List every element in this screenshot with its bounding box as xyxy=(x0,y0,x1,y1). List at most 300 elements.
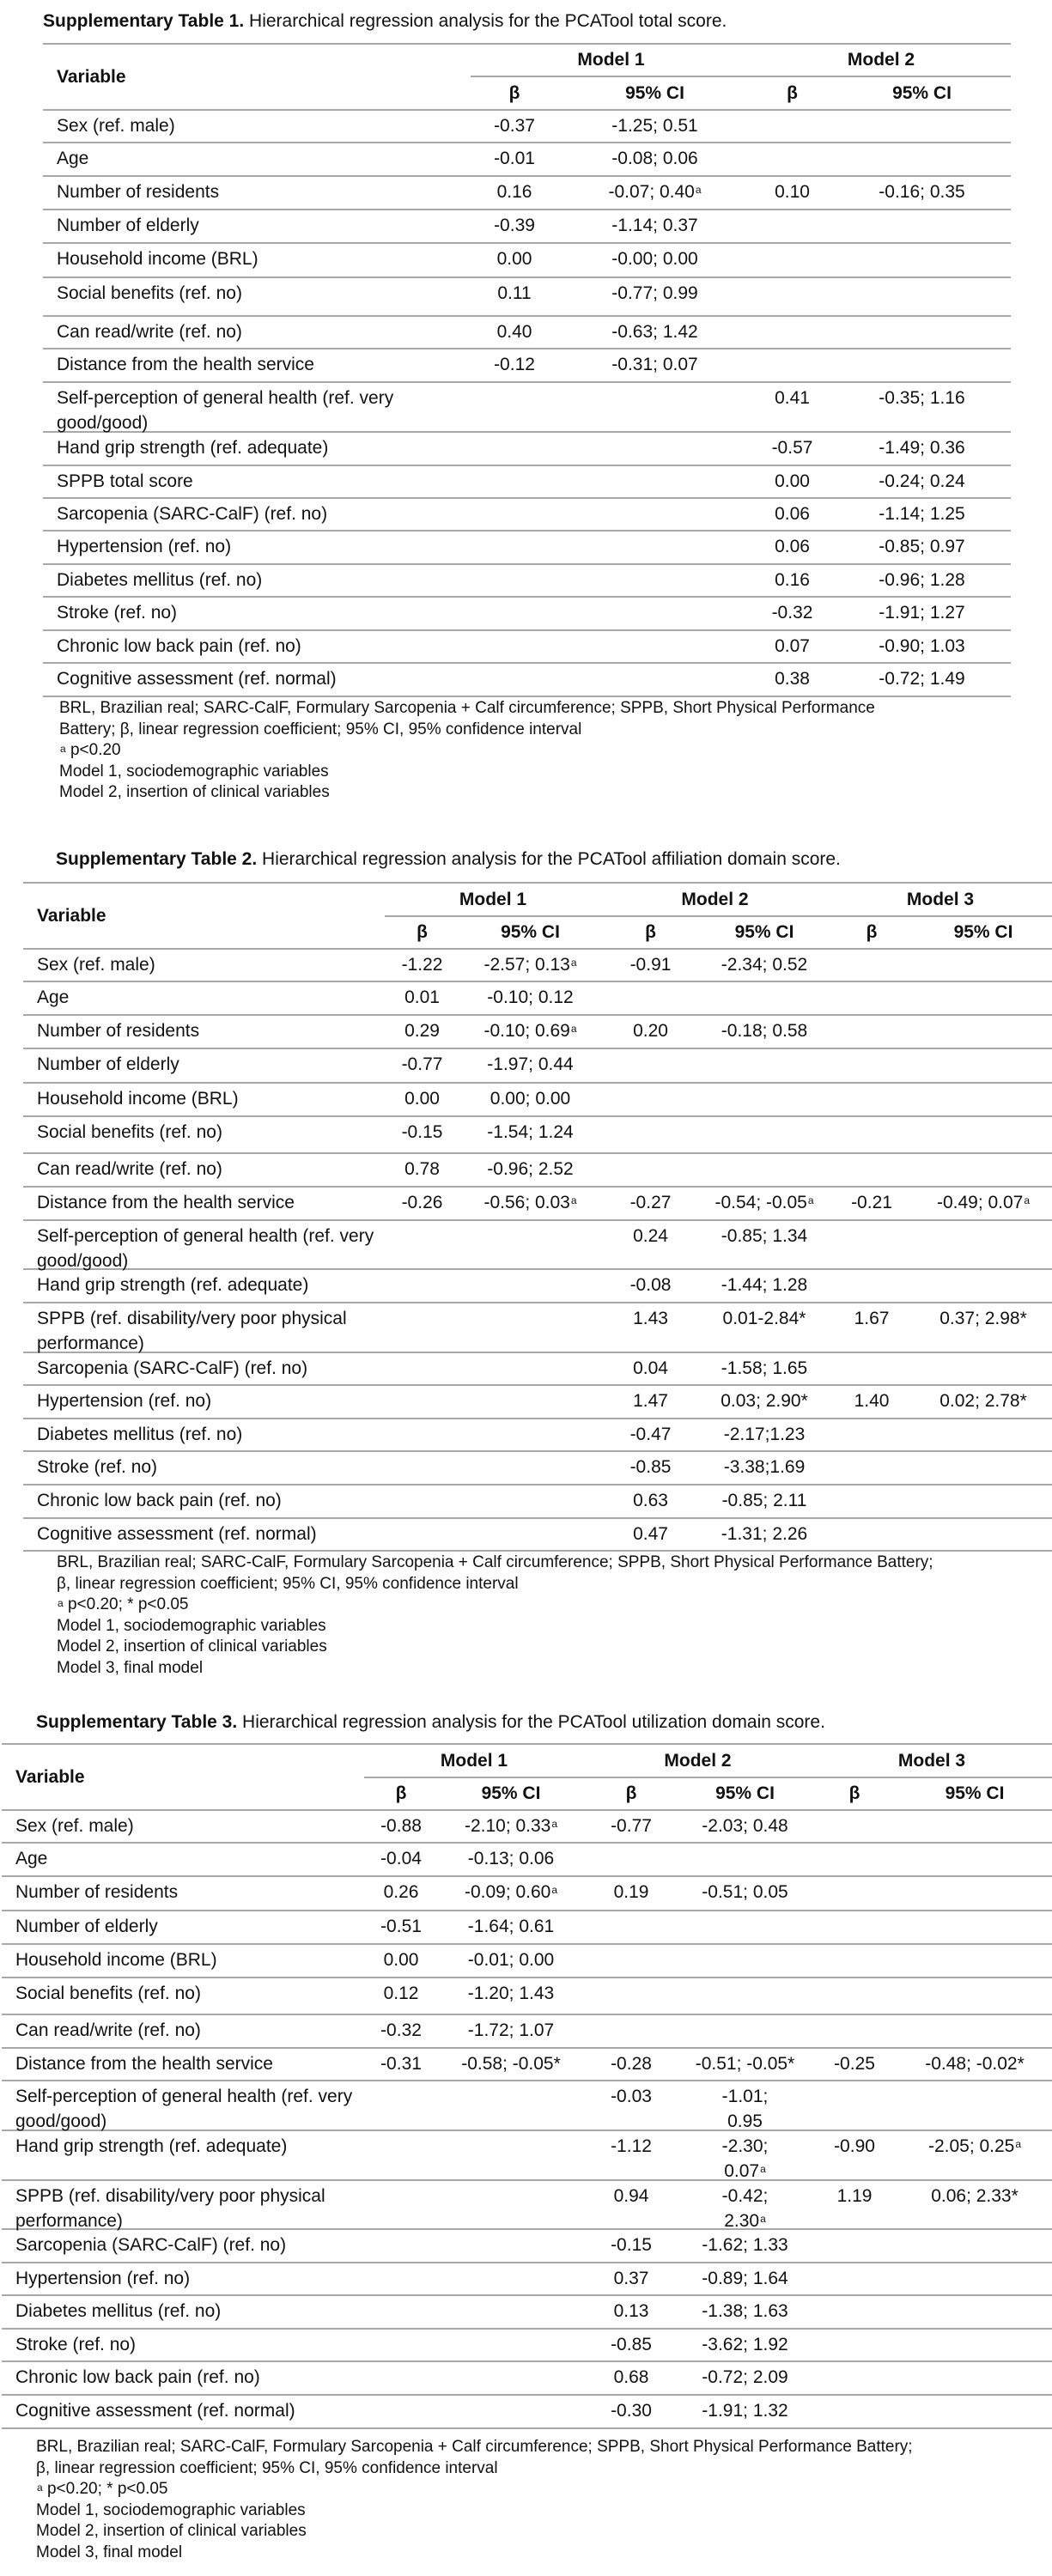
column-header-beta: β xyxy=(787,82,798,103)
row-variable-label: Household income (BRL) xyxy=(15,1950,217,1970)
beta-value: 0.12 xyxy=(383,1984,419,2003)
beta-value: -0.04 xyxy=(380,1849,422,1868)
beta-value: -0.01 xyxy=(494,149,535,168)
row-variable-label: Household income (BRL) xyxy=(37,1089,239,1109)
row-variable-label: Number of residents xyxy=(57,182,220,202)
ci-value xyxy=(459,952,601,977)
footnote-line: BRL, Brazilian real; SARC-CalF, Formulary Sarcopenia + Calf circumference; SPPB, Short Physical Performance Battery; xyxy=(36,2438,913,2456)
column-header-variable: Variable xyxy=(15,1766,85,1787)
ci-value: -0.13; 0.06 xyxy=(467,1849,555,1868)
table-rule xyxy=(43,563,1011,565)
ci-value: -0.51; -0.05* xyxy=(695,2054,795,2074)
ci-value: 0.02; 2.78* xyxy=(940,1391,1027,1411)
column-header-ci: 95% CI xyxy=(625,82,684,103)
footnote-line: Model 1, sociodemographic variables xyxy=(59,762,329,781)
beta-value: 0.29 xyxy=(404,1021,440,1041)
beta-value: 0.06 xyxy=(775,537,810,556)
row-variable-label: Social benefits (ref. no) xyxy=(15,1984,201,2003)
caption-text: Hierarchical regression analysis for the PCATool utilization domain score. xyxy=(237,1712,825,1732)
beta-value: -0.91 xyxy=(629,955,672,975)
row-variable-label: Stroke (ref. no) xyxy=(57,603,178,623)
footnote-line: β, linear regression coefficient; 95% CI, 95% confidence interval xyxy=(57,1574,519,1593)
beta-value: 0.00 xyxy=(404,1089,440,1109)
cell-value: -2.05; 0.25 xyxy=(927,2136,1015,2156)
ci-value: -1.31; 2.26 xyxy=(721,1524,808,1544)
caption-label: Supplementary Table 1. xyxy=(43,11,245,31)
superscript-marker: a xyxy=(551,1818,558,1830)
ci-value: -1.62; 1.33 xyxy=(702,2235,788,2255)
column-header-model-2: Model 2 xyxy=(847,50,915,70)
ci-value xyxy=(459,1018,601,1043)
ci-value: -0.96; 2.52 xyxy=(487,1159,574,1179)
beta-value: -0.15 xyxy=(611,2235,652,2255)
ci-value xyxy=(915,1190,1052,1215)
row-variable-label: Number of elderly xyxy=(37,1054,179,1074)
table-rule xyxy=(23,1484,1052,1485)
footnote-line xyxy=(36,2479,913,2500)
ci-value: -0.85; 1.34 xyxy=(721,1226,808,1246)
beta-value: 1.47 xyxy=(633,1391,668,1411)
beta-value: -1.12 xyxy=(611,2136,652,2156)
table-rule xyxy=(43,175,1011,177)
beta-value: 0.24 xyxy=(633,1226,668,1246)
beta-value: 0.78 xyxy=(404,1159,440,1179)
beta-value: 0.07 xyxy=(775,636,810,656)
row-variable-label: Social benefits (ref. no) xyxy=(37,1122,222,1142)
column-header-beta: β xyxy=(645,922,656,942)
cell-value: -0.10; 0.69 xyxy=(483,1021,570,1041)
column-header-beta: β xyxy=(417,922,428,942)
row-variable-label: Hypertension (ref. no) xyxy=(15,2269,191,2288)
ci-value: -1.44; 1.28 xyxy=(721,1275,808,1295)
row-variable-label: Chronic low back pain (ref. no) xyxy=(57,636,301,656)
ci-value xyxy=(707,2184,784,2233)
row-variable-label: Stroke (ref. no) xyxy=(15,2335,137,2354)
cell-value: -2.30; 0.07 xyxy=(721,2136,769,2181)
row-variable-label: Social benefits (ref. no) xyxy=(57,283,242,303)
cell-value: -2.10; 0.33 xyxy=(464,1816,551,1836)
superscript-marker: a xyxy=(760,2213,766,2225)
column-header-beta: β xyxy=(625,1783,637,1803)
table-caption xyxy=(56,848,841,871)
beta-value: -0.51 xyxy=(380,1917,422,1936)
column-header-ci: 95% CI xyxy=(501,922,560,942)
table-rule xyxy=(2,1910,1052,1911)
footnote-text: p<0.20; * p<0.05 xyxy=(42,2480,168,2498)
table-rule xyxy=(2,2014,1052,2015)
cell-value: -0.54; -0.05 xyxy=(715,1193,807,1212)
ci-value: -0.96; 1.28 xyxy=(879,570,965,590)
row-variable-label: Age xyxy=(37,987,70,1007)
beta-value: 0.68 xyxy=(613,2367,649,2387)
ci-value: -0.01; 0.00 xyxy=(467,1950,555,1970)
ci-value: -0.58; -0.05* xyxy=(461,2054,561,2074)
table-rule xyxy=(43,381,1011,383)
footnote-line: Battery; β, linear regression coefficient; 95% CI, 95% confidence interval xyxy=(59,720,582,738)
ci-value: 0.03; 2.90* xyxy=(721,1391,808,1411)
row-variable-label: Cognitive assessment (ref. normal) xyxy=(37,1524,317,1544)
beta-value: 0.19 xyxy=(613,1882,649,1902)
table-rule xyxy=(43,276,1011,278)
table-rule xyxy=(385,915,1052,917)
table-rule xyxy=(2,2294,1052,2296)
row-variable-label: Chronic low back pain (ref. no) xyxy=(37,1491,282,1510)
beta-value: 0.00 xyxy=(775,471,810,491)
ci-value: -1.25; 0.51 xyxy=(611,116,698,136)
ci-value: -1.91; 1.32 xyxy=(702,2401,788,2421)
ci-value: -1.01; 0.95 xyxy=(721,2087,769,2131)
beta-value: 0.40 xyxy=(496,322,532,342)
table-rule xyxy=(2,1875,1052,1877)
column-header-ci: 95% CI xyxy=(481,1783,541,1803)
row-variable-label: Can read/write (ref. no) xyxy=(57,322,242,342)
footnote-line: β, linear regression coefficient; 95% CI, 95% confidence interval xyxy=(36,2458,498,2477)
column-header-model-3: Model 3 xyxy=(897,1750,966,1771)
column-header-ci: 95% CI xyxy=(953,922,1013,942)
superscript-marker: a xyxy=(551,1884,558,1896)
ci-value: -2.34; 0.52 xyxy=(721,955,808,975)
ci-value: -0.63; 1.42 xyxy=(611,322,698,342)
beta-value: -0.21 xyxy=(851,1193,892,1212)
column-header-ci: 95% CI xyxy=(892,82,952,103)
footnote-line: Model 1, sociodemographic variables xyxy=(57,1616,326,1635)
column-header-model-2: Model 2 xyxy=(681,889,749,909)
beta-value: -0.26 xyxy=(401,1193,443,1212)
table-rule xyxy=(43,696,1011,697)
beta-value: 0.41 xyxy=(775,388,810,408)
footnote-text: p<0.20 xyxy=(65,741,121,759)
ci-value: -0.90; 1.03 xyxy=(879,636,965,656)
table-rule xyxy=(23,1418,1052,1419)
column-header-variable: Variable xyxy=(37,905,106,926)
column-header-model-2: Model 2 xyxy=(664,1750,732,1771)
table-rule xyxy=(23,1048,1052,1049)
cell-value: -0.09; 0.60 xyxy=(464,1882,551,1902)
superscript-marker: a xyxy=(570,1194,577,1206)
row-variable-label: Self-perception of general health (ref. very good/good) xyxy=(57,388,394,433)
ci-value: -0.85; 2.11 xyxy=(721,1491,807,1510)
cell-value: -0.49; 0.07 xyxy=(936,1193,1024,1212)
ci-value: 0.37; 2.98* xyxy=(940,1309,1027,1328)
row-variable-label: Household income (BRL) xyxy=(57,249,258,269)
row-variable-label: SPPB (ref. disability/very poor physical performance) xyxy=(37,1309,347,1353)
cell-value: -0.42; 2.30 xyxy=(721,2186,769,2231)
table-rule xyxy=(23,882,1052,884)
ci-value: -1.58; 1.65 xyxy=(721,1358,808,1378)
ci-value xyxy=(897,2134,1052,2159)
table-rule xyxy=(43,348,1011,349)
footnote-line xyxy=(57,1595,933,1616)
ci-value: -0.48; -0.02* xyxy=(925,2054,1025,2074)
table-rule xyxy=(43,43,1011,45)
beta-value: -0.37 xyxy=(494,116,535,136)
beta-value: -0.85 xyxy=(611,2335,652,2354)
beta-value: -0.88 xyxy=(380,1816,422,1836)
table-rule xyxy=(23,948,1052,950)
table-rule xyxy=(43,109,1011,111)
beta-value: 0.47 xyxy=(633,1524,668,1544)
ci-value xyxy=(459,1190,601,1215)
table-rule xyxy=(23,1219,1052,1221)
row-variable-label: Diabetes mellitus (ref. no) xyxy=(57,570,263,590)
row-variable-label: Hypertension (ref. no) xyxy=(57,537,232,556)
ci-value: -1.49; 0.36 xyxy=(879,438,965,458)
footnote-line: BRL, Brazilian real; SARC-CalF, Formulary Sarcopenia + Calf circumference; SPPB, Short Physical Performance Battery; xyxy=(57,1553,933,1571)
beta-value: 0.20 xyxy=(633,1021,668,1041)
row-variable-label: Age xyxy=(15,1849,48,1868)
beta-value: -0.90 xyxy=(834,2136,875,2156)
footnote-line: Model 2, insertion of clinical variables xyxy=(57,1637,327,1656)
superscript-marker: a xyxy=(695,184,702,196)
ci-value: -1.97; 0.44 xyxy=(487,1054,574,1074)
ci-value: -0.35; 1.16 xyxy=(879,388,965,408)
table-rule xyxy=(23,1152,1052,1154)
ci-value xyxy=(558,179,751,204)
table-rule xyxy=(364,1777,1052,1778)
ci-value: -0.31; 0.07 xyxy=(611,355,698,374)
row-variable-label: Distance from the health service xyxy=(37,1193,295,1212)
table-rule xyxy=(2,1977,1052,1978)
caption-label: Supplementary Table 2. xyxy=(56,849,258,869)
beta-value: -0.27 xyxy=(629,1193,672,1212)
beta-value: -0.32 xyxy=(380,2020,422,2040)
row-variable-label: Sarcopenia (SARC-CalF) (ref. no) xyxy=(57,504,328,524)
table-rule xyxy=(43,242,1011,244)
ci-value: -0.77; 0.99 xyxy=(611,283,698,303)
row-variable-label: Cognitive assessment (ref. normal) xyxy=(57,669,337,689)
superscript-marker: a xyxy=(760,2163,766,2175)
beta-value: -0.77 xyxy=(611,1816,652,1836)
ci-value: 0.06; 2.33* xyxy=(931,2186,1019,2206)
table-rule xyxy=(23,1450,1052,1452)
beta-value: -0.03 xyxy=(611,2087,652,2106)
beta-value: -0.31 xyxy=(380,2054,422,2074)
superscript-marker: a xyxy=(570,957,577,969)
table-rule xyxy=(43,209,1011,210)
table-rule xyxy=(23,981,1052,982)
footnote-line: Model 3, final model xyxy=(36,2543,183,2561)
table-rule xyxy=(43,596,1011,598)
beta-value: -0.25 xyxy=(834,2054,875,2074)
beta-value: 0.37 xyxy=(613,2269,649,2288)
ci-value: -0.89; 1.64 xyxy=(702,2269,788,2288)
superscript-marker: a xyxy=(60,743,66,755)
beta-value: 0.16 xyxy=(775,570,810,590)
row-variable-label: Sarcopenia (SARC-CalF) (ref. no) xyxy=(37,1358,308,1378)
table-caption xyxy=(43,10,727,33)
row-variable-label: Hand grip strength (ref. adequate) xyxy=(37,1275,309,1295)
row-variable-label: Sarcopenia (SARC-CalF) (ref. no) xyxy=(15,2235,287,2255)
ci-value: -1.54; 1.24 xyxy=(487,1122,574,1142)
column-header-ci: 95% CI xyxy=(715,1783,775,1803)
beta-value: 0.13 xyxy=(613,2301,649,2321)
beta-value: -1.22 xyxy=(401,955,443,975)
table-footnotes xyxy=(59,698,875,804)
column-header-variable: Variable xyxy=(57,66,126,87)
column-header-model-3: Model 3 xyxy=(906,889,975,909)
table-rule xyxy=(43,497,1011,499)
beta-value: -0.77 xyxy=(401,1054,443,1074)
row-variable-label: Diabetes mellitus (ref. no) xyxy=(15,2301,222,2321)
ci-value: -1.14; 1.25 xyxy=(879,504,965,524)
ci-value: 0.01-2.84* xyxy=(722,1309,806,1328)
row-variable-label: Hand grip strength (ref. adequate) xyxy=(15,2136,288,2156)
ci-value: -0.08; 0.06 xyxy=(611,149,698,168)
cell-value: -2.57; 0.13 xyxy=(483,955,570,975)
caption-text: Hierarchical regression analysis for the PCATool affiliation domain score. xyxy=(257,849,841,869)
column-header-beta: β xyxy=(508,82,520,103)
beta-value: 0.06 xyxy=(775,504,810,524)
superscript-marker: a xyxy=(807,1194,814,1206)
beta-value: 1.40 xyxy=(854,1391,890,1411)
row-variable-label: Hand grip strength (ref. adequate) xyxy=(57,438,329,458)
table-rule xyxy=(23,1302,1052,1303)
superscript-marker: a xyxy=(58,1597,64,1609)
table-rule xyxy=(2,2360,1052,2362)
ci-value: -1.72; 1.07 xyxy=(467,2020,555,2040)
footnote-line: Model 1, sociodemographic variables xyxy=(36,2500,306,2519)
superscript-marker: a xyxy=(1015,2138,1022,2150)
table-rule xyxy=(2,2047,1052,2049)
row-variable-label: Number of residents xyxy=(15,1882,179,1902)
ci-value xyxy=(700,1190,829,1215)
beta-value: -0.57 xyxy=(771,438,813,458)
superscript-marker: a xyxy=(37,2482,43,2494)
table-rule xyxy=(23,1014,1052,1016)
table-caption xyxy=(36,1711,825,1734)
table-rule xyxy=(43,465,1011,466)
table-rule xyxy=(2,1743,1052,1745)
beta-value: 0.63 xyxy=(633,1491,668,1510)
beta-value: 0.00 xyxy=(496,249,532,269)
row-variable-label: Distance from the health service xyxy=(57,355,314,374)
column-header-ci: 95% CI xyxy=(945,1783,1005,1803)
beta-value: 0.16 xyxy=(496,182,532,202)
ci-value: -3.38;1.69 xyxy=(723,1457,806,1477)
ci-value xyxy=(438,1814,584,1838)
beta-value: -0.32 xyxy=(771,603,813,623)
table-rule xyxy=(2,2179,1052,2181)
column-header-beta: β xyxy=(866,922,878,942)
footnote-text: p<0.20; * p<0.05 xyxy=(63,1595,189,1613)
beta-value: 0.04 xyxy=(633,1358,668,1378)
table-rule xyxy=(2,2427,1052,2429)
beta-value: -0.30 xyxy=(611,2401,652,2421)
row-variable-label: Sex (ref. male) xyxy=(57,116,175,136)
row-variable-label: Can read/write (ref. no) xyxy=(15,2020,201,2040)
column-header-model-1: Model 1 xyxy=(577,50,645,70)
ci-value: -0.00; 0.00 xyxy=(611,249,698,269)
ci-value: -1.20; 1.43 xyxy=(467,1984,555,2003)
table-rule xyxy=(23,1115,1052,1117)
table-rule xyxy=(471,76,1011,77)
row-variable-label: Can read/write (ref. no) xyxy=(37,1159,222,1179)
footnote-line: BRL, Brazilian real; SARC-CalF, Formulary Sarcopenia + Calf circumference; SPPB, Short Physical Performance xyxy=(59,699,875,717)
table-rule xyxy=(43,315,1011,317)
beta-value: 0.26 xyxy=(383,1882,419,1902)
cell-value: -0.07; 0.40 xyxy=(608,182,695,202)
beta-value: 0.38 xyxy=(775,669,810,689)
table-rule xyxy=(43,142,1011,143)
table-rule xyxy=(23,1550,1052,1552)
ci-value: -2.03; 0.48 xyxy=(702,1816,788,1836)
ci-value xyxy=(438,1880,584,1905)
table-rule xyxy=(2,1842,1052,1844)
row-variable-label: Number of residents xyxy=(37,1021,200,1041)
ci-value: 0.00; 0.00 xyxy=(490,1089,571,1109)
row-variable-label: Distance from the health service xyxy=(15,2054,273,2074)
table-rule xyxy=(43,662,1011,664)
beta-value: 0.00 xyxy=(383,1950,419,1970)
ci-value: -0.72; 1.49 xyxy=(879,669,965,689)
row-variable-label: SPPB total score xyxy=(57,471,193,491)
table-rule xyxy=(2,2080,1052,2081)
row-variable-label: Diabetes mellitus (ref. no) xyxy=(37,1425,243,1444)
beta-value: 1.67 xyxy=(854,1309,890,1328)
footnote-line: Model 3, final model xyxy=(57,1658,204,1677)
table-rule xyxy=(2,1809,1052,1811)
ci-value: -1.91; 1.27 xyxy=(879,603,965,623)
superscript-marker: a xyxy=(570,1023,577,1035)
table-rule xyxy=(2,1943,1052,1945)
ci-value: -0.72; 2.09 xyxy=(702,2367,788,2387)
beta-value: -0.28 xyxy=(611,2054,652,2074)
ci-value: -0.18; 0.58 xyxy=(721,1021,808,1041)
column-header-model-1: Model 1 xyxy=(440,1750,508,1771)
beta-value: 0.01 xyxy=(404,987,440,1007)
table-rule xyxy=(23,1517,1052,1519)
table-footnotes xyxy=(57,1552,933,1679)
column-header-ci: 95% CI xyxy=(734,922,794,942)
row-variable-label: Chronic low back pain (ref. no) xyxy=(15,2367,260,2387)
beta-value: -0.08 xyxy=(629,1275,672,1295)
beta-value: 1.19 xyxy=(836,2186,873,2206)
row-variable-label: Stroke (ref. no) xyxy=(37,1457,158,1477)
ci-value xyxy=(707,2134,784,2184)
row-variable-label: Sex (ref. male) xyxy=(37,955,155,975)
ci-value: -0.85; 0.97 xyxy=(879,537,965,556)
footnote-line: Model 2, insertion of clinical variables xyxy=(59,783,330,801)
row-variable-label: Cognitive assessment (ref. normal) xyxy=(15,2401,295,2421)
ci-value: -1.64; 0.61 xyxy=(467,1917,555,1936)
column-header-beta: β xyxy=(848,1783,860,1803)
ci-value: -2.17;1.23 xyxy=(723,1425,806,1444)
table-rule xyxy=(43,629,1011,631)
table-rule xyxy=(2,2328,1052,2330)
ci-value: -3.62; 1.92 xyxy=(702,2335,788,2354)
beta-value: -0.47 xyxy=(629,1425,672,1444)
table-rule xyxy=(23,1082,1052,1084)
table-rule xyxy=(2,2262,1052,2263)
caption-label: Supplementary Table 3. xyxy=(36,1712,238,1732)
ci-value: -0.16; 0.35 xyxy=(879,182,965,202)
beta-value: -0.12 xyxy=(494,355,535,374)
row-variable-label: Self-perception of general health (ref. very good/good) xyxy=(15,2087,353,2131)
beta-value: 0.94 xyxy=(613,2186,649,2206)
beta-value: -0.15 xyxy=(401,1122,443,1142)
row-variable-label: Number of elderly xyxy=(57,216,199,235)
beta-value: 1.43 xyxy=(633,1309,668,1328)
beta-value: -0.85 xyxy=(629,1457,672,1477)
ci-value: -0.24; 0.24 xyxy=(879,471,965,491)
beta-value: -0.39 xyxy=(494,216,535,235)
row-variable-label: SPPB (ref. disability/very poor physical performance) xyxy=(15,2186,325,2231)
caption-text: Hierarchical regression analysis for the PCATool total score. xyxy=(244,11,727,31)
row-variable-label: Hypertension (ref. no) xyxy=(37,1391,212,1411)
row-variable-label: Age xyxy=(57,149,89,168)
column-header-model-1: Model 1 xyxy=(459,889,527,909)
table-footnotes xyxy=(36,2437,913,2563)
